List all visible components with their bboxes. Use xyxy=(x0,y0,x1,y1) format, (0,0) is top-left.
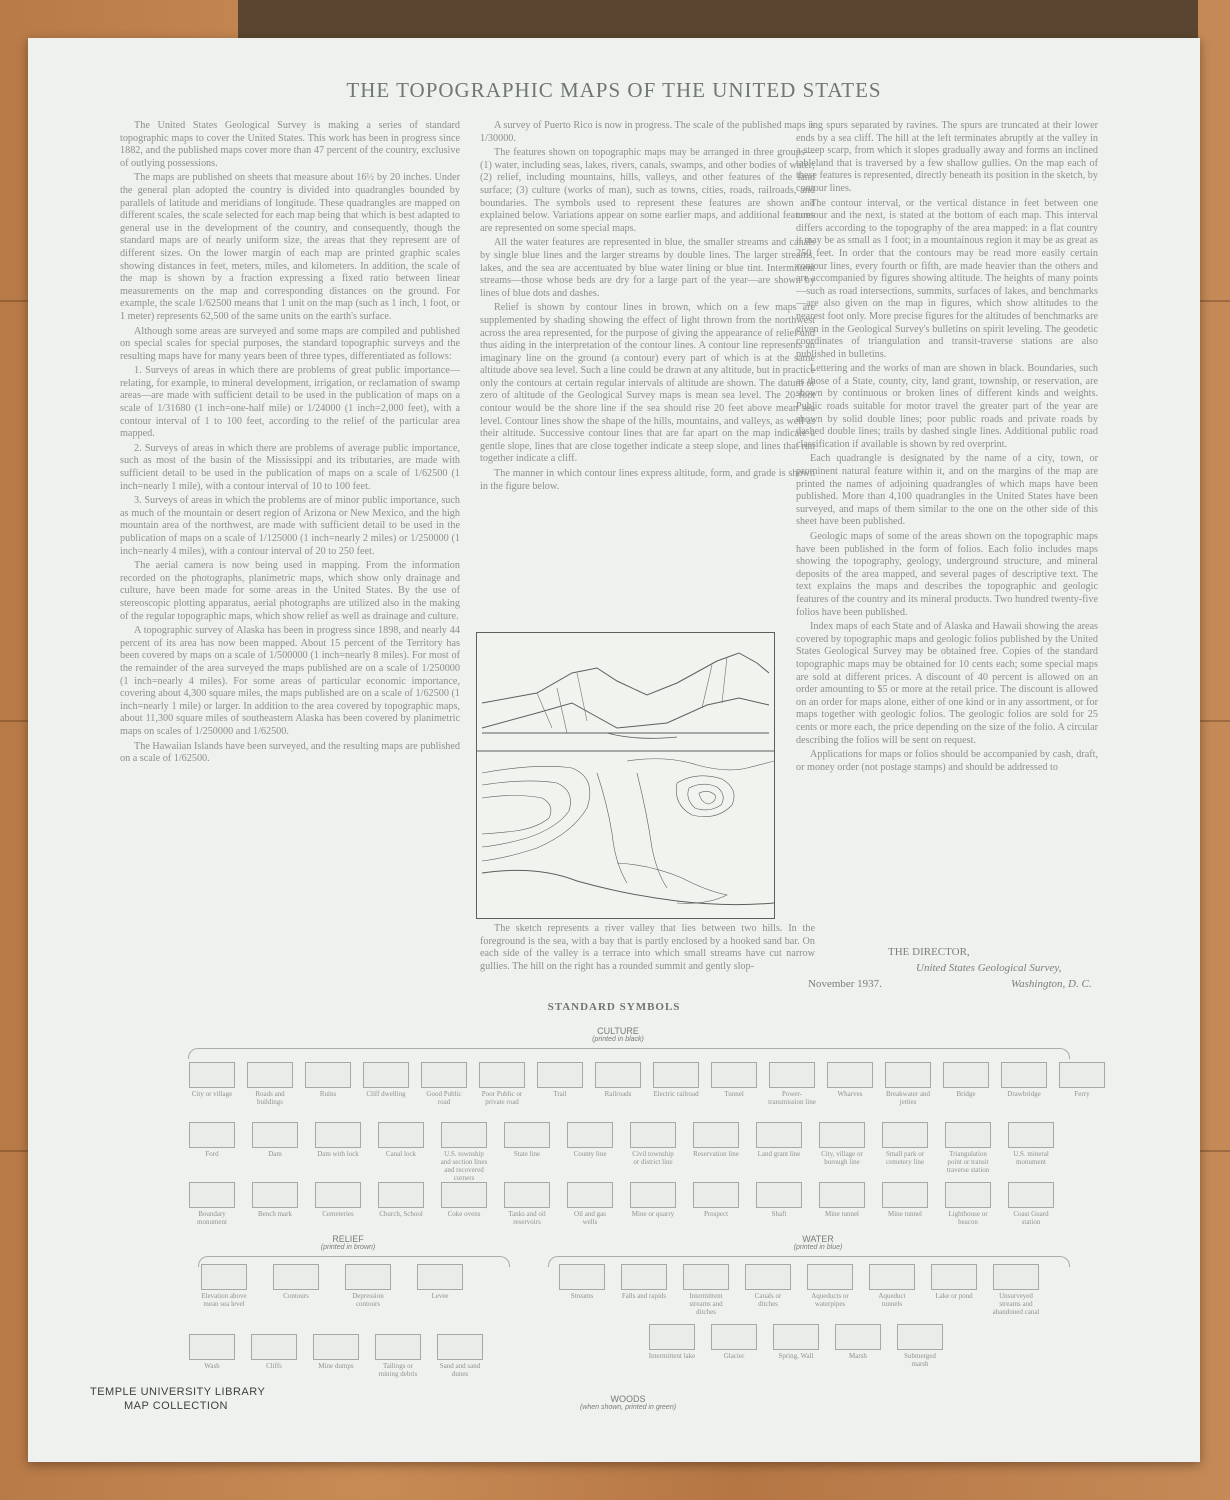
symbol-swatch-icon xyxy=(693,1122,739,1148)
symbol-swatch-icon xyxy=(630,1122,676,1148)
symbol-swatch-icon xyxy=(773,1324,819,1350)
paragraph: The United States Geological Survey is making a series of standard topographic maps to cover the United States. This work has been in progress since 1882, and the published maps cover more than 47 percent of the country, exclusive of outlying possessions. xyxy=(120,120,460,169)
map-symbol xyxy=(868,1264,916,1308)
symbol-swatch-icon xyxy=(885,1062,931,1088)
symbol-label: Reservation line xyxy=(693,1150,739,1158)
symbol-label: Canal lock xyxy=(385,1150,417,1158)
paragraph: The contour interval, or the vertical distance in feet between one contour and the next, is stated at the bottom of each map. This interval differs according to the topography of the area mapped: in a flat country it may be as small as 1 foot; in a mountainous region it may be as great as 250 feet. In order that the contours may be read more easily certain contour lines, every fourth or fifth, are made heavier than the others and are accompanied by figures showing altitude. The heights of many points—such as road intersections, summits, surfaces of lakes, and benchmarks—are also given on the map in figures, which show altitudes to the nearest foot only. More precise figures for the altitudes of benchmarks are given in the Geological Survey's bulletins on spirit leveling. The geodetic coordinates of triangulation and transit-traverse stations are also published in bulletins. xyxy=(796,197,1098,360)
map-symbol xyxy=(251,1122,299,1158)
symbol-swatch-icon xyxy=(819,1182,865,1208)
symbol-label: State line xyxy=(513,1150,541,1158)
symbol-swatch-icon xyxy=(559,1264,605,1290)
symbol-swatch-icon xyxy=(745,1264,791,1290)
symbol-label: Wash xyxy=(204,1362,220,1370)
symbol-swatch-icon xyxy=(378,1122,424,1148)
symbol-label: County line xyxy=(573,1150,607,1158)
map-symbol xyxy=(1007,1182,1055,1226)
map-symbol xyxy=(416,1264,464,1300)
stamp-line-2: MAP COLLECTION xyxy=(124,1400,228,1412)
symbol-swatch-icon xyxy=(621,1264,667,1290)
map-symbol xyxy=(744,1264,792,1308)
symbol-label: Aqueduct tunnels xyxy=(878,1292,906,1308)
symbol-label: Unsurveyed streams and abandoned canal xyxy=(992,1292,1040,1316)
paragraph: The maps are published on sheets that measure about 16½ by 20 inches. Under the general plan adopted the country is divided into quadrangles bounded by parallels of latitude and meridians of longitude. These quadrangles are mapped on different scales, the scale selected for each map being that which is best adapted to general use in the development of the country, and consequently, though the standard maps are of nearly uniform size, the areas that they represent are of different sizes. On the lower margin of each map are printed graphic scales showing distances in feet, meters, miles, and kilometers. In addition, the scale of the map is shown by a fraction expressing a fixed ratio between linear measurements on the map and corresponding distances on the ground. For example, the scale 1/62500 means that 1 unit on the map (such as 1 inch, 1 foot, or 1 meter) represents 62,500 of the same units on the earth's surface. xyxy=(120,172,460,322)
symbol-label: Streams xyxy=(570,1292,594,1300)
map-symbol xyxy=(629,1122,677,1166)
symbol-swatch-icon xyxy=(756,1122,802,1148)
symbol-swatch-icon xyxy=(479,1062,525,1088)
map-symbol xyxy=(896,1324,944,1368)
map-symbol xyxy=(806,1264,854,1308)
map-symbol xyxy=(884,1062,932,1106)
symbol-swatch-icon xyxy=(945,1182,991,1208)
map-symbol xyxy=(992,1264,1040,1316)
map-symbol xyxy=(942,1062,990,1098)
symbol-label: Ferry xyxy=(1074,1090,1090,1098)
text-column-2-continued xyxy=(480,923,815,1003)
symbol-label: Civil township or district line xyxy=(632,1150,674,1166)
symbol-label: Depression contours xyxy=(352,1292,384,1308)
map-symbol xyxy=(881,1182,929,1218)
map-symbol xyxy=(440,1182,488,1218)
symbol-label: Coast Guard station xyxy=(1013,1210,1049,1226)
map-symbol xyxy=(188,1334,236,1370)
symbol-label: Trail xyxy=(553,1090,567,1098)
symbol-label: Dam with lock xyxy=(317,1150,359,1158)
map-symbol xyxy=(344,1264,392,1308)
symbol-label: Cliff dwelling xyxy=(366,1090,406,1098)
paragraph: ing spurs separated by ravines. The spurs are truncated at their lower ends by a sea cliff. The hill at the left terminates abruptly at the valley in a steep scarp, from which it slopes gradually away and forms an inclined tableland that is traversed by a few shallow gullies. On the map each of these features is represented, directly beneath its position in the sketch, by contour lines. xyxy=(796,120,1098,194)
symbol-label: Ruins xyxy=(319,1090,337,1098)
paragraph: Geologic maps of some of the areas shown on the topographic maps have been published in the form of folios. Each folio includes maps showing the topography, geology, underground structure, and mineral deposits of the area mapped, and several pages of descriptive text. The text explains the maps and describes the topographic and geologic features of the country and its mineral products. Two hundred twenty-five folios have been published. xyxy=(796,531,1098,618)
culture-section-label: CULTURE (printed in black) xyxy=(592,1026,644,1043)
map-symbol xyxy=(755,1122,803,1158)
symbol-swatch-icon xyxy=(769,1062,815,1088)
paragraph: 2. Surveys of areas in which there are problems of average public importance, such as most of the basin of the Mississippi and its tributaries, are made with sufficient detail to be used in the publication of maps on a scale of 1/62500 (1 inch=nearly 1 mile), with a contour interval of 10 to 100 feet. xyxy=(120,442,460,492)
map-symbol xyxy=(377,1182,425,1218)
map-symbol xyxy=(710,1324,758,1360)
paragraph: The aerial camera is now being used in mapping. From the information recorded on the photographs, planimetric maps, which show only drainage and culture, have been made for some areas in the United States. By the use of stereoscopic plotting apparatus, aerial photographs are utilized also in the making of the regular topographic maps, which show relief as well as drainage and culture. xyxy=(120,560,460,622)
map-symbol xyxy=(818,1182,866,1218)
map-symbol xyxy=(566,1182,614,1226)
map-symbol xyxy=(692,1182,740,1218)
signature-place: Washington, D. C. xyxy=(1011,978,1092,990)
symbol-label: Triangulation point or transit traverse station xyxy=(946,1150,990,1174)
water-section-label: WATER (printed in blue) xyxy=(793,1234,843,1251)
symbol-swatch-icon xyxy=(649,1324,695,1350)
symbol-label: Submerged marsh xyxy=(904,1352,936,1368)
symbol-label: Tailings or mining debris xyxy=(378,1362,418,1378)
map-symbol xyxy=(930,1264,978,1300)
symbol-label: Canals or ditches xyxy=(754,1292,782,1308)
symbol-label: Sand and sand dunes xyxy=(439,1362,481,1378)
symbol-label: Electric railroad xyxy=(653,1090,699,1098)
symbol-label: Glacier xyxy=(723,1352,745,1360)
symbol-label: Drawbridge xyxy=(1007,1090,1041,1098)
symbol-label: Lake or pond xyxy=(935,1292,973,1300)
symbol-label: Mine tunnel xyxy=(887,1210,923,1218)
symbol-swatch-icon xyxy=(537,1062,583,1088)
symbol-label: Aqueducts or waterpipes xyxy=(811,1292,849,1308)
symbol-label: Levee xyxy=(431,1292,449,1300)
map-symbol xyxy=(1007,1122,1055,1166)
standard-symbols-heading: STANDARD SYMBOLS xyxy=(547,1001,681,1013)
symbol-swatch-icon xyxy=(807,1264,853,1290)
symbol-label: Power-transmission line xyxy=(768,1090,816,1106)
symbol-swatch-icon xyxy=(441,1122,487,1148)
symbol-swatch-icon xyxy=(897,1324,943,1350)
symbol-label: Poor Public or private road xyxy=(481,1090,523,1106)
symbol-label: Mine tunnel xyxy=(824,1210,860,1218)
symbol-label: Marsh xyxy=(849,1352,867,1360)
symbol-label: Good Public road xyxy=(426,1090,462,1106)
contour-sketch-figure xyxy=(476,632,775,919)
map-symbol xyxy=(503,1182,551,1226)
symbol-label: Bridge xyxy=(956,1090,976,1098)
symbol-swatch-icon xyxy=(882,1182,928,1208)
symbol-swatch-icon xyxy=(595,1062,641,1088)
symbol-label: Cliffs xyxy=(266,1362,282,1370)
text-column-3 xyxy=(796,120,1098,940)
map-symbol xyxy=(594,1062,642,1098)
library-stamp xyxy=(90,1385,265,1413)
symbol-swatch-icon xyxy=(189,1334,235,1360)
map-symbol xyxy=(834,1324,882,1360)
symbol-swatch-icon xyxy=(943,1062,989,1088)
map-symbol xyxy=(566,1122,614,1158)
symbol-label: Boundary monument xyxy=(197,1210,227,1226)
paragraph: Index maps of each State and of Alaska and Hawaii showing the areas covered by topographic maps and geologic folios published by the United States Geological Survey may be obtained free. Copies of the standard topographic maps may be obtained for 10 cents each; some special maps are sold at different prices. A discount of 40 percent is allowed on an order amounting to $5 or more at the retail price. The discount is allowed on an order for maps alone, either of one kind or in any assortment, or for maps together with geologic folios. The geologic folios are sold for 25 cents or more each, the price depending on the size of the folio. A circular describing the folios will be sent on request. xyxy=(796,621,1098,746)
symbol-swatch-icon xyxy=(630,1182,676,1208)
symbol-swatch-icon xyxy=(345,1264,391,1290)
paragraph: The manner in which contour lines express altitude, form, and grade is shown in the figure below. xyxy=(480,468,815,492)
symbol-swatch-icon xyxy=(1059,1062,1105,1088)
symbol-swatch-icon xyxy=(315,1122,361,1148)
symbol-label: Tanks and oil reservoirs xyxy=(508,1210,546,1226)
symbol-swatch-icon xyxy=(247,1062,293,1088)
map-symbol xyxy=(755,1182,803,1218)
symbol-swatch-icon xyxy=(305,1062,351,1088)
symbol-label: Land grant line xyxy=(757,1150,801,1158)
paragraph: A survey of Puerto Rico is now in progress. The scale of the published maps is 1/30000. xyxy=(480,120,815,144)
map-symbol xyxy=(312,1334,360,1370)
map-symbol xyxy=(314,1122,362,1158)
page-title: THE TOPOGRAPHIC MAPS OF THE UNITED STATES xyxy=(346,78,882,102)
map-symbol xyxy=(188,1182,236,1226)
map-symbol xyxy=(1058,1062,1106,1098)
symbol-swatch-icon xyxy=(827,1062,873,1088)
map-symbol xyxy=(682,1264,730,1316)
map-symbol xyxy=(826,1062,874,1098)
map-symbol xyxy=(188,1062,236,1098)
map-symbol xyxy=(648,1324,696,1360)
map-symbol xyxy=(652,1062,700,1098)
map-symbol xyxy=(377,1122,425,1158)
symbol-label: Small park or cemetery line xyxy=(885,1150,925,1166)
symbol-swatch-icon xyxy=(313,1334,359,1360)
symbol-label: Church, School xyxy=(379,1210,423,1218)
symbol-label: City or village xyxy=(191,1090,233,1098)
symbol-swatch-icon xyxy=(835,1324,881,1350)
symbol-swatch-icon xyxy=(756,1182,802,1208)
map-symbol xyxy=(188,1122,236,1158)
signature-director: THE DIRECTOR, xyxy=(888,946,970,958)
symbol-swatch-icon xyxy=(252,1122,298,1148)
symbol-swatch-icon xyxy=(375,1334,421,1360)
symbol-swatch-icon xyxy=(819,1122,865,1148)
symbol-label: U.S. mineral monument xyxy=(1013,1150,1049,1166)
symbol-swatch-icon xyxy=(441,1182,487,1208)
signature-agency: United States Geological Survey, xyxy=(916,962,1062,974)
symbol-label: Contours xyxy=(283,1292,309,1300)
map-symbol xyxy=(246,1062,294,1106)
symbol-swatch-icon xyxy=(378,1182,424,1208)
map-symbol xyxy=(1000,1062,1048,1098)
symbol-swatch-icon xyxy=(945,1122,991,1148)
map-symbol xyxy=(436,1334,484,1378)
symbol-label: Mine or quarry xyxy=(631,1210,675,1218)
symbol-label: Roads and buildings xyxy=(255,1090,285,1106)
symbol-swatch-icon xyxy=(201,1264,247,1290)
map-symbol xyxy=(768,1062,816,1106)
map-symbol xyxy=(629,1182,677,1218)
paragraph: Relief is shown by contour lines in brown, which on a few maps are supplemented by shading showing the effect of light thrown from the northwest across the area represented, for the purpose of giving the appearance of relief and thus aiding in the interpretation of the contour lines. A contour line represents an imaginary line on the ground (a contour) every part of which is at the same altitude above sea level. Such a line could be drawn at any altitude, but in practice only the contours at certain regular intervals of altitude are shown. The datum or zero of altitude of the Geological Survey maps is mean sea level. The 20-foot contour would be the shore line if the sea should rise 20 feet above mean sea level. Contour lines show the shape of the hills, mountains, and valleys, as well as their altitude. Successive contour lines that are far apart on the map indicate a gentle slope, lines that are close together indicate a steep slope, and lines that run together indicate a cliff. xyxy=(480,302,815,465)
map-symbol xyxy=(692,1122,740,1158)
text-column-2 xyxy=(480,120,815,660)
map-symbol xyxy=(881,1122,929,1166)
paragraph: 1. Surveys of areas in which there are problems of great public importance—relating, for example, to mineral development, irrigation, or reclamation of swamp areas—are made with sufficient detail to be used in the publication of maps on a scale of 1/31680 (1 inch=one-half mile) or 1/24000 (1 inch=2,000 feet), with a contour interval of 1 to 100 feet, according to the relief of the particular area mapped. xyxy=(120,365,460,440)
symbol-swatch-icon xyxy=(417,1264,463,1290)
symbol-swatch-icon xyxy=(1008,1122,1054,1148)
symbol-label: Bench mark xyxy=(257,1210,292,1218)
symbol-label: Prospect xyxy=(703,1210,729,1218)
relief-section-label: RELIEF (printed in brown) xyxy=(320,1234,376,1251)
symbol-swatch-icon xyxy=(683,1264,729,1290)
symbol-swatch-icon xyxy=(1001,1062,1047,1088)
symbol-swatch-icon xyxy=(693,1182,739,1208)
paragraph: Although some areas are surveyed and some maps are compiled and published on special scales for special purposes, the standard topographic surveys and the resulting maps have for many years been of three types, differentiated as follows: xyxy=(120,325,460,362)
symbol-swatch-icon xyxy=(711,1324,757,1350)
map-symbol xyxy=(620,1264,668,1300)
symbol-swatch-icon xyxy=(504,1122,550,1148)
symbol-label: Shaft xyxy=(771,1210,787,1218)
map-symbol xyxy=(558,1264,606,1300)
symbol-label: Elevation above mean sea level xyxy=(201,1292,247,1308)
map-symbol xyxy=(251,1182,299,1218)
map-symbol xyxy=(200,1264,248,1308)
symbol-swatch-icon xyxy=(189,1182,235,1208)
paragraph: A topographic survey of Alaska has been in progress since 1898, and nearly 44 percent of its area has now been mapped. About 15 percent of the Territory has been covered by maps on a scale of 1/500000 (1 inch=nearly 8 miles). For most of the remainder of the area surveyed the maps published are on a scale of 1/250000 (1 inch=nearly 4 miles). For some areas of particular economic importance, covering about 4,300 square miles, the maps published are on a scale of 1/62500 (1 inch=nearly 1 mile) or larger. In addition to the area covered by topographic maps, about 11,300 square miles of southeastern Alaska has been covered by planimetric maps on scales of 1/250000 and 1/62500. xyxy=(120,625,460,737)
symbol-label: Oil and gas wells xyxy=(574,1210,606,1226)
symbol-swatch-icon xyxy=(363,1062,409,1088)
map-symbol xyxy=(304,1062,352,1098)
map-symbol xyxy=(944,1122,992,1174)
stamp-line-1: TEMPLE UNIVERSITY LIBRARY xyxy=(90,1386,266,1398)
map-symbol xyxy=(420,1062,468,1106)
symbol-swatch-icon xyxy=(189,1062,235,1088)
map-symbol xyxy=(536,1062,584,1098)
symbol-swatch-icon xyxy=(189,1122,235,1148)
symbol-label: Intermittent lake xyxy=(648,1352,696,1360)
symbol-label: Falls and rapids xyxy=(621,1292,667,1300)
paragraph: All the water features are represented in blue, the smaller streams and canals by single blue lines and the larger streams by double lines. The larger streams, lakes, and the sea are accentuated by blue water lining or blue tint. Intermittent streams—those whose beds are dry for a large part of the year—are shown by lines of blue dots and dashes. xyxy=(480,237,815,299)
paragraph: 3. Surveys of areas in which the problems are of minor public importance, such as much of the mountain or desert region of Arizona or New Mexico, and the high mountain area of the northwest, are made with sufficient detail to be used in the publication of maps on a scale of 1/125000 (1 inch=nearly 2 miles) or 1/250000 (1 inch=nearly 4 miles), with a contour interval of 20 to 250 feet. xyxy=(120,495,460,557)
symbol-swatch-icon xyxy=(252,1182,298,1208)
woods-section-label: WOODS (when shown, printed in green) xyxy=(579,1394,677,1411)
symbol-label: Breakwater and jetties xyxy=(885,1090,931,1106)
symbol-swatch-icon xyxy=(993,1264,1039,1290)
map-symbol xyxy=(314,1182,362,1218)
map-symbol xyxy=(362,1062,410,1098)
map-symbol xyxy=(710,1062,758,1098)
signature-date: November 1937. xyxy=(808,978,882,990)
symbol-label: Cemeteries xyxy=(322,1210,354,1218)
symbol-swatch-icon xyxy=(504,1182,550,1208)
symbol-swatch-icon xyxy=(653,1062,699,1088)
map-symbol xyxy=(374,1334,422,1378)
symbol-label: Spring, Wall xyxy=(778,1352,814,1360)
symbol-swatch-icon xyxy=(315,1182,361,1208)
map-symbol xyxy=(250,1334,298,1370)
paragraph: The Hawaiian Islands have been surveyed, and the resulting maps are published on a scale of 1/62500. xyxy=(120,740,460,765)
paragraph: The sketch represents a river valley that lies between two hills. In the foreground is the sea, with a bay that is partly enclosed by a hooked sand bar. On each side of the valley is a terrace into which small streams have cut narrow gullies. The hill on the right has a rounded summit and gently slop- xyxy=(480,923,815,972)
paragraph: Applications for maps or folios should be accompanied by cash, draft, or money order (not postage stamps) and should be addressed to xyxy=(796,749,1098,773)
symbol-swatch-icon xyxy=(251,1334,297,1360)
symbol-swatch-icon xyxy=(437,1334,483,1360)
symbol-label: Mine dumps xyxy=(318,1362,354,1370)
symbol-swatch-icon xyxy=(1008,1182,1054,1208)
symbol-label: Coke ovens xyxy=(447,1210,481,1218)
map-symbol xyxy=(503,1122,551,1158)
symbol-label: U.S. township and section lines and recovered corners xyxy=(440,1150,488,1182)
symbol-swatch-icon xyxy=(931,1264,977,1290)
symbol-swatch-icon xyxy=(882,1122,928,1148)
map-symbol xyxy=(944,1182,992,1226)
paragraph: Lettering and the works of man are shown in black. Boundaries, such as those of a State, county, city, land grant, township, or reservation, are shown by continuous or broken lines of different kinds and weights. Public roads suitable for motor travel the greater part of the year are shown by solid double lines; poor public roads and private roads by dashed double lines; trails by dashed single lines. Additional public road classification if available is shown by red overprint. xyxy=(796,363,1098,450)
paragraph: The features shown on topographic maps may be arranged in three groups—(1) water, including seas, lakes, rivers, canals, swamps, and other bodies of water; (2) relief, including mountains, hills, valleys, and other features of the land surface; (3) culture (works of man), such as towns, cities, roads, railroads, and boundaries. The symbols used to represent these features are shown and explained below. Variations appear on some earlier maps, and additional features are represented on some special maps. xyxy=(480,147,815,234)
map-symbol xyxy=(478,1062,526,1106)
map-symbol xyxy=(272,1264,320,1300)
symbol-swatch-icon xyxy=(711,1062,757,1088)
symbol-swatch-icon xyxy=(869,1264,915,1290)
map-symbol xyxy=(440,1122,488,1182)
symbol-label: Ford xyxy=(205,1150,219,1158)
symbol-label: Lighthouse or beacon xyxy=(948,1210,988,1226)
symbol-swatch-icon xyxy=(567,1182,613,1208)
symbol-swatch-icon xyxy=(273,1264,319,1290)
map-symbol xyxy=(818,1122,866,1166)
culture-brace xyxy=(188,1048,1070,1059)
symbol-label: Railroads xyxy=(604,1090,632,1098)
background-board xyxy=(238,0,1198,40)
symbol-label: Dam xyxy=(268,1150,282,1158)
symbol-label: Tunnel xyxy=(724,1090,744,1098)
symbol-label: City, village or borough line xyxy=(821,1150,863,1166)
symbol-swatch-icon xyxy=(567,1122,613,1148)
map-sheet xyxy=(28,38,1200,1462)
symbol-label: Intermittent streams and ditches xyxy=(689,1292,723,1316)
map-symbol xyxy=(772,1324,820,1360)
text-column-1 xyxy=(120,120,460,1000)
symbol-label: Wharves xyxy=(837,1090,863,1098)
paragraph: Each quadrangle is designated by the name of a city, town, or prominent natural feature within it, and on the margins of the map are printed the names of adjoining quadrangles of which maps have been published. More than 4,100 quadrangles in the United States have been surveyed, and maps of them similar to the one on the other side of this sheet have been published. xyxy=(796,453,1098,528)
symbol-swatch-icon xyxy=(421,1062,467,1088)
